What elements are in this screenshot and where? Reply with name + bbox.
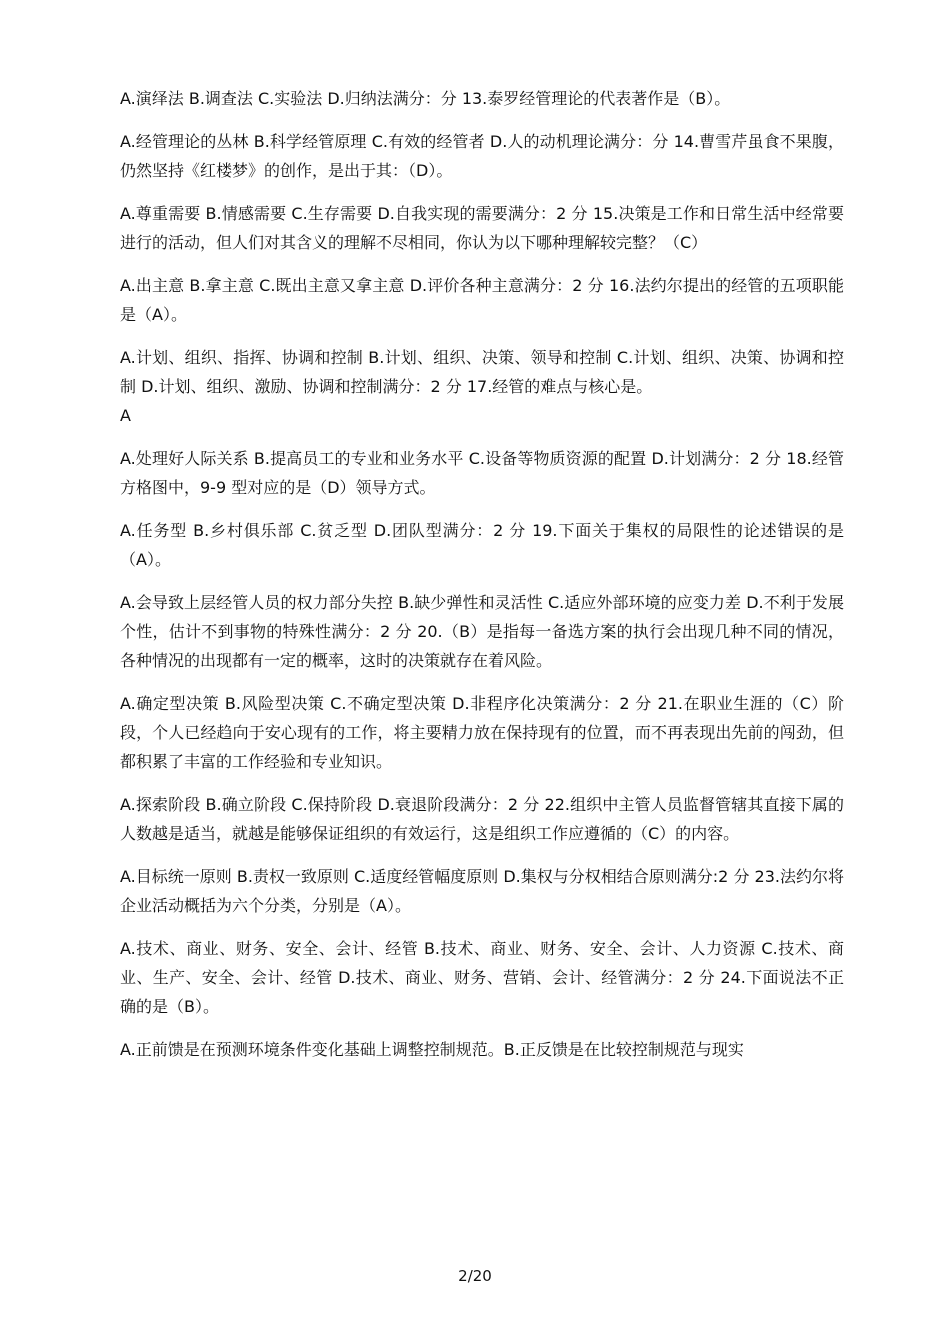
paragraph: A.计划、组织、指挥、协调和控制 B.计划、组织、决策、领导和控制 C.计划、组织、决策、协调和控制 D.计划、组织、激励、协调和控制满分：2 分 17.经管的难点与核心是。: [120, 348, 844, 396]
paragraph: A.经管理论的丛林 B.科学经管原理 C.有效的经管者 D.人的动机理论满分：分 14.曹雪芹虽食不果腹，仍然坚持《红楼梦》的创作，是出于其：（D）。: [120, 132, 844, 180]
paragraph: A.确定型决策 B.风险型决策 C.不确定型决策 D.非程序化决策满分：2 分 21.在职业生涯的（C）阶段，个人已经趋向于安心现有的工作，将主要精力放在保持现有的位置，而不再表现出先前的闯劲，但都积累了丰富的工作经验和专业知识。: [120, 694, 844, 771]
paragraph: A.演绎法 B.调查法 C.实验法 D.归纳法满分：分 13.泰罗经管理论的代表著作是（B）。: [120, 89, 731, 108]
paragraph: A.尊重需要 B.情感需要 C.生存需要 D.自我实现的需要满分：2 分 15.决策是工作和日常生活中经常要进行的活动，但人们对其含义的理解不尽相同，你认为以下哪种理解较完整？（C）: [120, 204, 844, 252]
paragraph: A.探索阶段 B.确立阶段 C.保持阶段 D.衰退阶段满分：2 分 22.组织中主管人员监督管辖其直接下属的人数越是适当，就越是能够保证组织的有效运行，这是组织工作应遵循的（C）的内容。: [120, 795, 844, 843]
paragraph: A.正前馈是在预测环境条件变化基础上调整控制规范。B.正反馈是在比较控制规范与现实: [120, 1040, 744, 1059]
paragraph: A.技术、商业、财务、安全、会计、经管 B.技术、商业、财务、安全、会计、人力资源 C.技术、商业、生产、安全、会计、经管 D.技术、商业、财务、营销、会计、经管满分：2 分 24.下面说法不正确的是（B）。: [120, 939, 844, 1016]
paragraph: A.任务型 B.乡村俱乐部 C.贫乏型 D.团队型满分：2 分 19.下面关于集权的局限性的论述错误的是（A）。: [120, 521, 844, 569]
paragraph: A.目标统一原则 B.责权一致原则 C.适度经管幅度原则 D.集权与分权相结合原则满分:2 分 23.法约尔将企业活动概括为六个分类，分别是（A）。: [120, 867, 844, 915]
paragraph: A.会导致上层经管人员的权力部分失控 B.缺少弹性和灵活性 C.适应外部环境的应变力差 D.不利于发展个性，估计不到事物的特殊性满分：2 分 20.（B）是指每一备选方案的执行会出现几种不同的情况，各种情况的出现都有一定的概率，这时的决策就存在着风险。: [120, 593, 844, 670]
paragraph: A.处理好人际关系 B.提高员工的专业和业务水平 C.设备等物质资源的配置 D.计划满分：2 分 18.经管方格图中，9-9 型对应的是（D）领导方式。: [120, 449, 844, 497]
page-number: 2/20: [458, 1267, 492, 1285]
answer-line: A: [120, 406, 131, 425]
paragraph: A.出主意 B.拿主意 C.既出主意又拿主意 D.评价各种主意满分：2 分 16.法约尔提出的经管的五项职能是（A）。: [120, 276, 844, 324]
document-body: [120, 84, 844, 1078]
